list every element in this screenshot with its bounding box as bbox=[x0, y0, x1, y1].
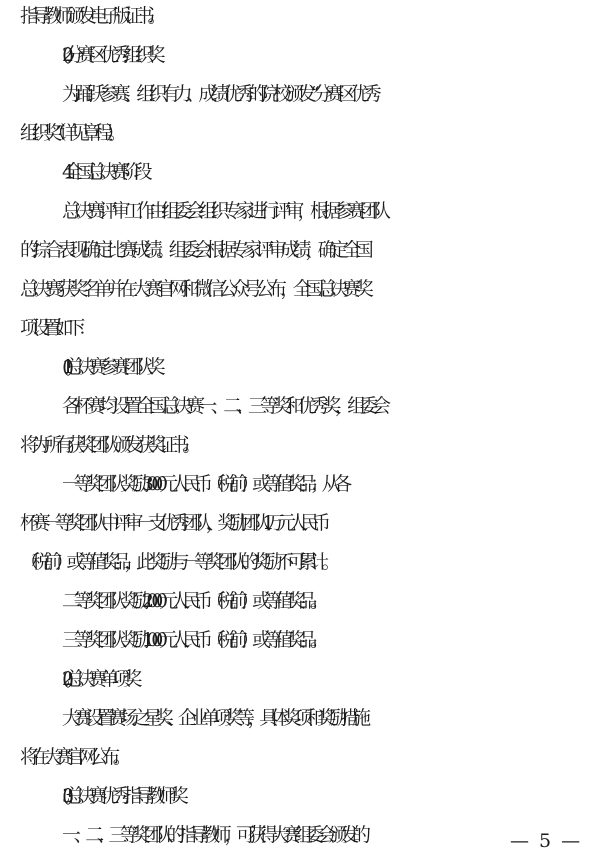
section-heading: 4. 全国总决赛阶段 bbox=[62, 161, 146, 183]
body-text-line: 将为所有获奖团队颁发获奖证书。 bbox=[20, 434, 195, 456]
body-text-line: 各杯赛均设置全国总决赛一、二、三等奖和优秀奖，组委会 bbox=[62, 395, 385, 417]
body-text-line: 为踊跃参赛、组织有力、成绩优秀的院校颁发“分赛区优秀 bbox=[62, 83, 376, 105]
body-text-line: 指导教师颁发电子版证书。 bbox=[20, 5, 160, 27]
body-text-line: 项设置如下： bbox=[20, 317, 90, 339]
body-text-line: 组织奖”（详见章程）。 bbox=[20, 122, 120, 144]
body-text-line: 一、二、三等奖团队的指导教师，可获得大赛组委会颁发的 bbox=[62, 824, 364, 846]
body-text-line: 大赛设置赛场之星奖、企业单项奖等，具体奖项和奖励措施 bbox=[62, 707, 364, 729]
body-text-line: 总决赛获奖名单并在大赛官网和微信公众号公布，全国总决赛奖 bbox=[20, 278, 368, 300]
section-heading: (3) 总决赛优秀指导教师奖 bbox=[62, 785, 182, 807]
body-text-line: 一等奖团队奖励 3000 元人民币（税前）或等值奖品；从各 bbox=[62, 473, 345, 495]
body-text-line: 杯赛一等奖团队中评审一支优秀团队，奖励团队 1 万元人民币 bbox=[20, 512, 324, 534]
body-text-line: 将在大赛官网公布。 bbox=[20, 746, 125, 768]
body-text-line: 三等奖团队奖励 1000 元人民币（税前）或等值奖品。 bbox=[62, 629, 322, 651]
page-number: — 5 — bbox=[510, 830, 583, 852]
section-heading: (1) 总决赛参赛团队奖 bbox=[62, 356, 159, 378]
section-heading: (2) 分赛区优秀组织奖 bbox=[62, 44, 159, 66]
body-text-line: 总决赛评审工作由组委会组织专家进行评审，根据参赛团队 bbox=[62, 200, 385, 222]
body-text-line: 二等奖团队奖励 2000 元人民币（税前）或等值奖品。 bbox=[62, 590, 322, 612]
body-text-line: （税前）或等值奖品，此奖励与一等奖团队的奖励不可累计。 bbox=[20, 551, 334, 573]
body-text-line: 的综合表现确定比赛成绩。组委会根据专家评审成绩，确定全国 bbox=[20, 239, 368, 261]
section-heading: (2) 总决赛单项奖 bbox=[62, 668, 135, 690]
